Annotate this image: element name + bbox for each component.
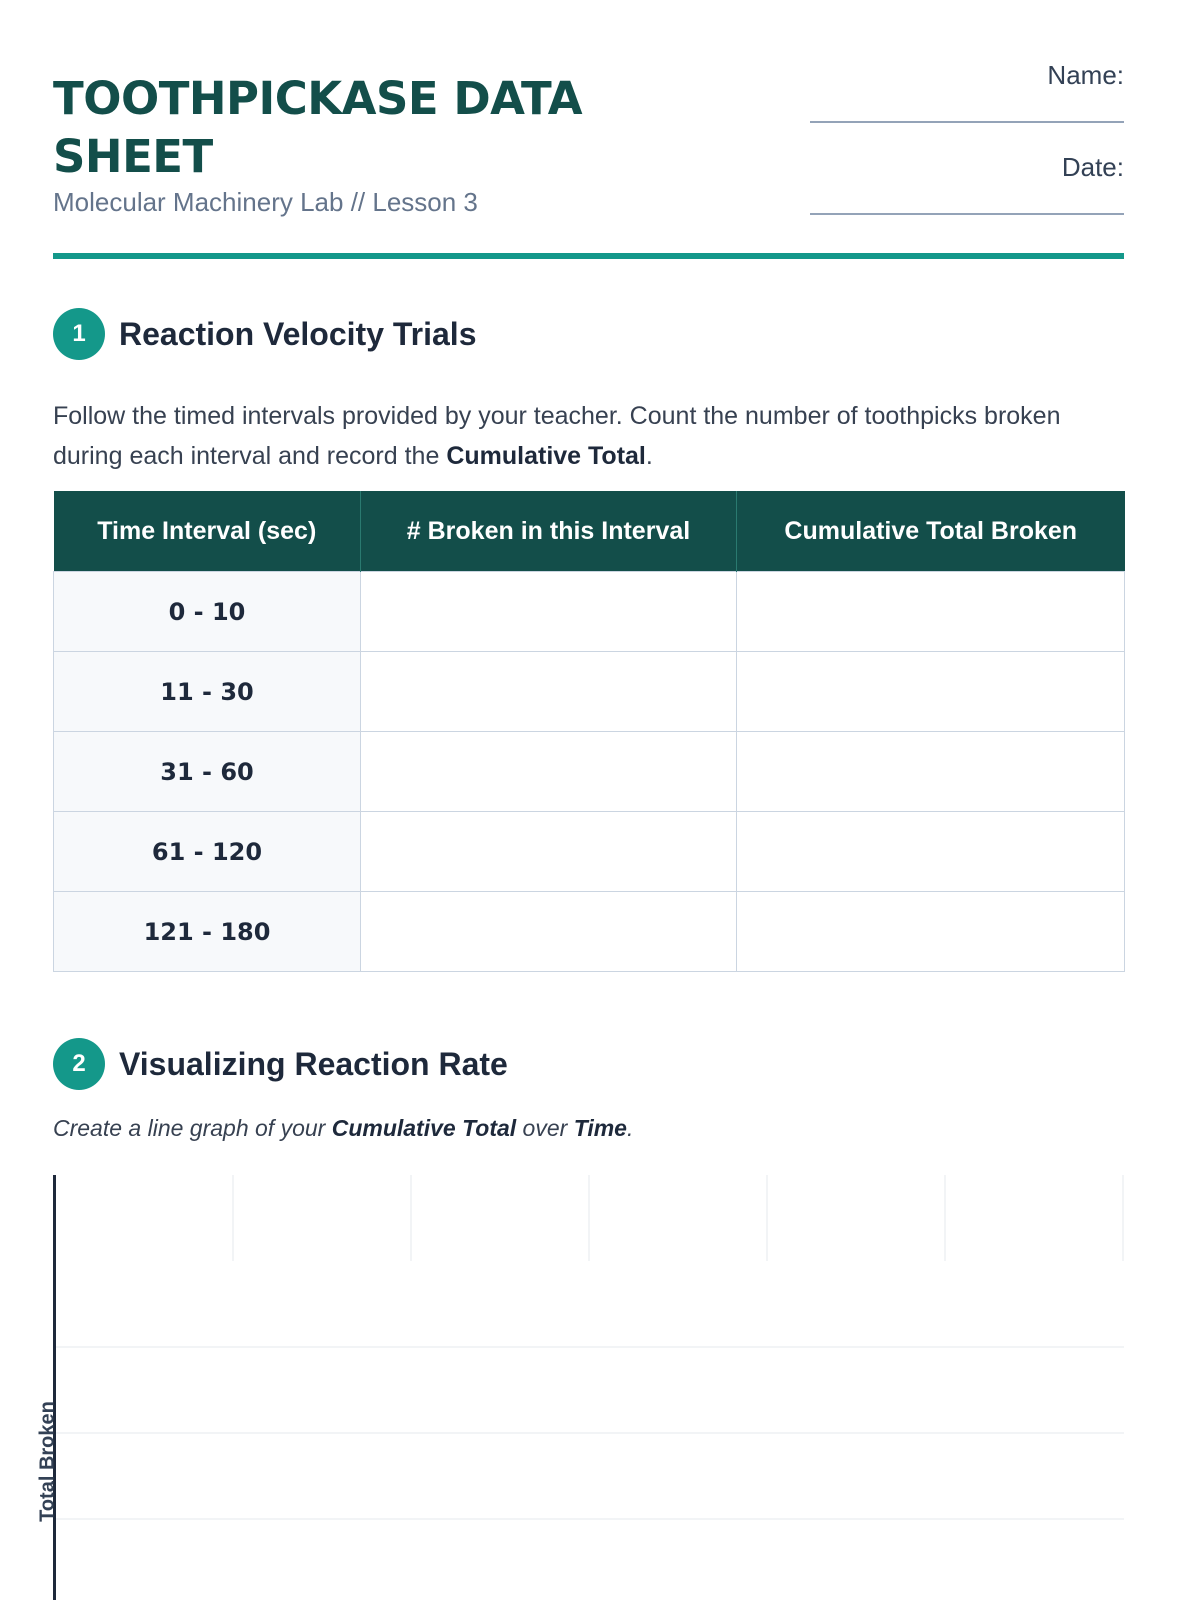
graph-instr-text: over [516, 1115, 574, 1141]
graph-instr-text: . [626, 1115, 634, 1141]
graph-instr-emphasis: Time [573, 1115, 627, 1141]
broken-input-cell[interactable] [361, 892, 737, 972]
interval-cell: 121 - 180 [54, 892, 361, 972]
broken-input-cell[interactable] [361, 812, 737, 892]
section-title: Visualizing Reaction Rate [119, 1045, 508, 1082]
table-header-row [54, 491, 1125, 572]
section-number-badge: 2 [53, 1038, 105, 1090]
section-2-heading [53, 1038, 508, 1090]
table-row [54, 812, 1125, 892]
instructions-emphasis: Cumulative Total [446, 442, 646, 470]
data-sheet-page [53, 0, 1124, 1600]
cumulative-input-cell[interactable] [737, 652, 1125, 732]
header-divider [53, 253, 1124, 259]
header [53, 60, 1124, 260]
student-fields [810, 60, 1124, 244]
interval-cell: 61 - 120 [54, 812, 361, 892]
table-row [54, 892, 1125, 972]
trials-table [53, 491, 1125, 972]
table-row [54, 732, 1125, 812]
broken-input-cell[interactable] [361, 572, 737, 652]
section-title: Reaction Velocity Trials [119, 315, 477, 352]
interval-cell: 11 - 30 [54, 652, 361, 732]
cumulative-input-cell[interactable] [737, 572, 1125, 652]
graph-grid [53, 1175, 1124, 1600]
date-field-group [810, 152, 1124, 244]
table-row [54, 652, 1125, 732]
page-title: TOOTHPICKASE DATA SHEET [53, 72, 583, 183]
y-axis-label: Total Broken [36, 1401, 59, 1522]
section-1-heading [53, 308, 476, 360]
date-field[interactable] [810, 213, 1124, 215]
cumulative-input-cell[interactable] [737, 732, 1125, 812]
broken-input-cell[interactable] [361, 732, 737, 812]
section-number-badge: 1 [53, 308, 105, 360]
blank-graph-area[interactable] [53, 1175, 1124, 1600]
date-label: Date: [1061, 152, 1124, 182]
column-header: Cumulative Total Broken [737, 491, 1125, 572]
instructions-text: Follow the timed intervals provided by your teacher. Count the number of toothpicks broken during each interval and record the [53, 402, 1061, 470]
graph-instructions [53, 1115, 633, 1142]
graph-instr-text: Create a line graph of your [53, 1115, 332, 1141]
column-header: # Broken in this Interval [361, 491, 737, 572]
graph-instr-emphasis: Cumulative Total [331, 1115, 517, 1141]
page-subtitle: Molecular Machinery Lab // Lesson 3 [53, 187, 478, 217]
interval-cell: 0 - 10 [54, 572, 361, 652]
instructions-end: . [645, 442, 653, 470]
table-row [54, 572, 1125, 652]
cumulative-input-cell[interactable] [737, 892, 1125, 972]
interval-cell: 31 - 60 [54, 732, 361, 812]
column-header: Time Interval (sec) [54, 491, 361, 572]
name-label: Name: [1047, 60, 1124, 90]
section-1-instructions [53, 396, 1124, 476]
name-field-group [810, 60, 1124, 152]
broken-input-cell[interactable] [361, 652, 737, 732]
name-field[interactable] [810, 121, 1124, 123]
cumulative-input-cell[interactable] [737, 812, 1125, 892]
